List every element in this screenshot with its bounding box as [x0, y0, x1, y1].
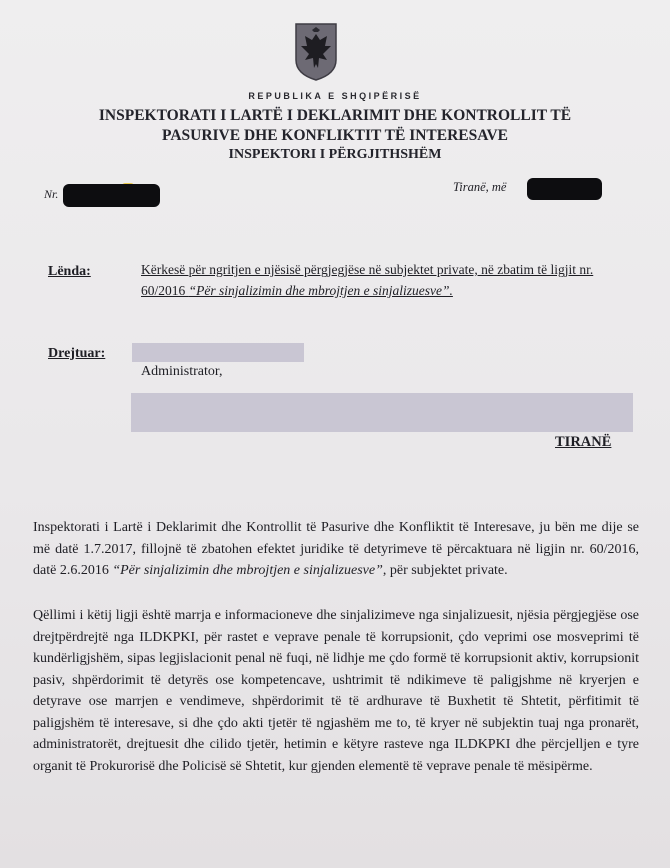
p1-end: , për subjektet private. [382, 563, 508, 578]
albanian-eagle-emblem-icon [293, 22, 339, 82]
body-paragraph-2 [33, 605, 639, 777]
p2-text: Qëllimi i këtij ligji është marrja e informacioneve dhe sinjalizimeve nga sinjalizuesit, njësia përgjegjëse ose drejtpërdrejtë nga ILDKPKI, për rastet e veprave penale të korrupsionit, çdo veprimi ose mosveprimi të kundërligjshëm, sipas legjislacionit penal në fuqi, në lidhje me çdo formë të korrupsionit aktiv, korrupsionit pasiv, shpërdorimit të detyrës ose kompetencave, ushtrimit të ndikimeve të paligjshme në kryerjen e detyrave ose marrjen e vendimeve, shpërdorimit të të ardhurave të Buxhetit të Shtetit, përfitimit të paligjshëm të interesave, si dhe çdo akti tjetër të ngjashëm me to, të kryer në subjektin tuaj nga pronarët, administratorët, drejtuesit dhe cilido tjetër, hetimin e këtyre rasteve nga ILDKPKI dhe përcjelljen e tyre organit të Prokurorisë dhe Policisë së Shtetit, kur gjenden elementë të veprave penale të mësipërme. [33, 608, 639, 774]
recipient-city: TIRANË [555, 434, 612, 450]
subject-text-plain: Kërkesë për ngritjen e njësisë përgjegjëse në subjektet private, në zbatim të ligjit nr. 60/2016 [141, 262, 594, 298]
recipient-label: Drejtuar: [48, 346, 106, 361]
office-title: INSPEKTORI I PËRGJITHSHËM [228, 147, 442, 162]
institution-title-line2: PASURIVE DHE KONFLIKTIT TË INTERESAVE [162, 127, 508, 144]
recipient-role: Administrator, [141, 364, 223, 379]
redacted-recipient-address [131, 393, 633, 432]
body-paragraph-1 [33, 517, 639, 582]
subject-law-title: “Për sinjalizimin dhe mbrojtjen e sinjalizuesve”. [188, 283, 453, 298]
redacted-reference-number [63, 184, 160, 207]
institution-title-line1: INSPEKTORATI I LARTË I DEKLARIMIT DHE KONTROLLIT TË [98, 107, 572, 124]
reference-number-label: Nr. [44, 187, 59, 201]
redacted-date [527, 178, 602, 200]
place-date-label: Tiranë, më [453, 180, 507, 194]
p1-law-title: “Për sinjalizimin dhe mbrojtjen e sinjalizuesve” [112, 563, 383, 578]
p1-text: Inspektorati i Lartë i Deklarimit dhe Kontrollit të Pasurive dhe Konfliktit të Interesave, ju bën me dije se më datë 1.7.2017, fillojnë të zbatohen efektet juridike të detyrimeve të përcaktuara në ligjin nr. 60/2016, datë 2.6.2016 [33, 520, 639, 578]
subject-label: Lënda: [48, 264, 91, 279]
redacted-recipient-name [132, 343, 304, 362]
subject-text [141, 259, 621, 301]
republic-title: REPUBLIKA E SHQIPËRISË [248, 91, 422, 101]
